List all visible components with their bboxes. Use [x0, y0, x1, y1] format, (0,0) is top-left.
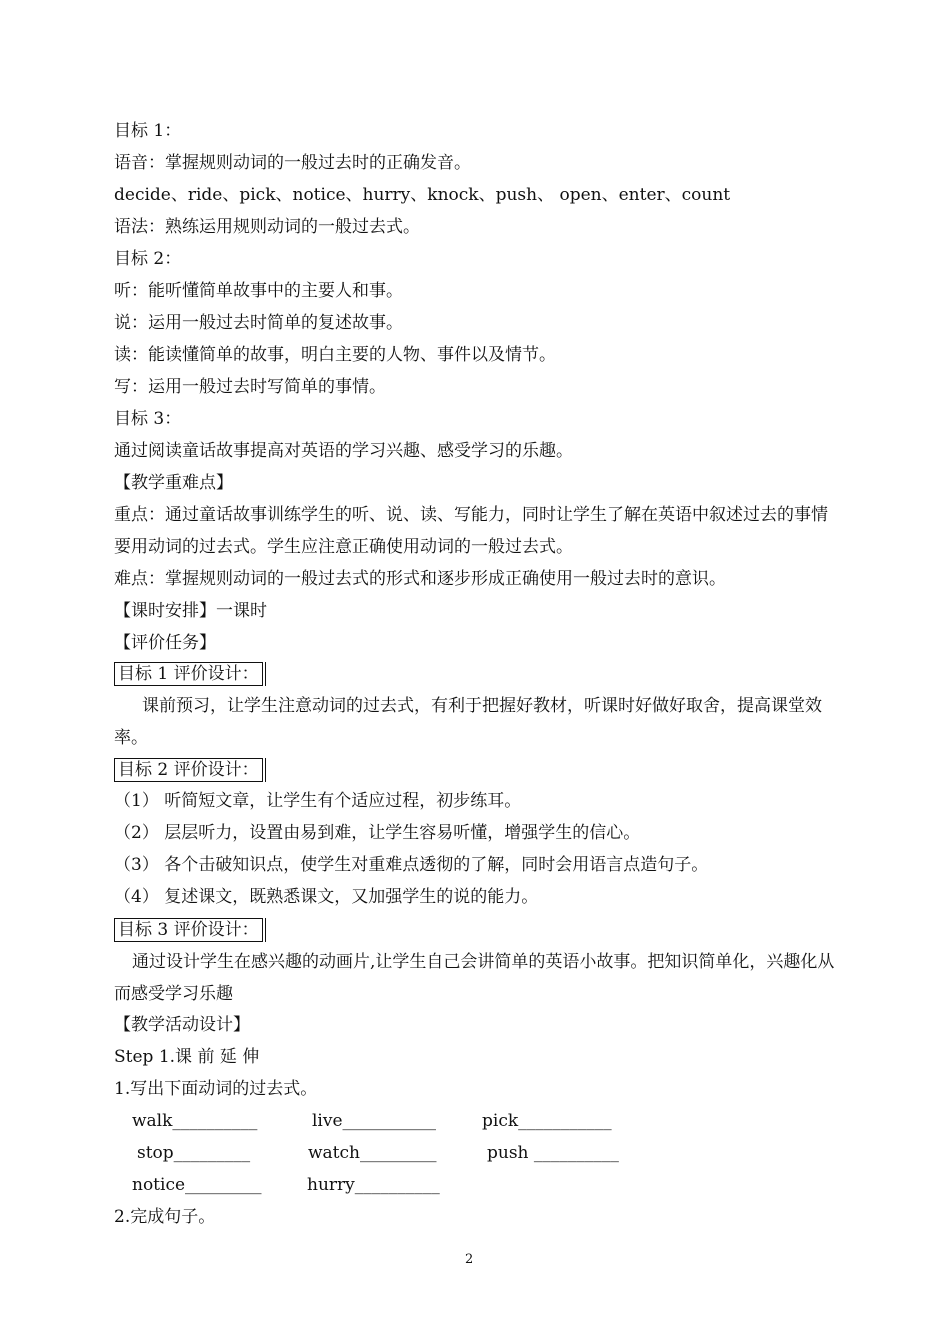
goal2-eval-box: 目标 2 评价设计：: [114, 758, 263, 782]
blank-push[interactable]: push __________: [487, 1143, 619, 1163]
goal2-eval-item: （4） 复述课文，既熟悉课文，又加强学生的说的能力。: [114, 887, 539, 907]
blank-stop[interactable]: stop_________: [137, 1143, 251, 1163]
blank-pick[interactable]: pick___________: [482, 1111, 612, 1131]
blank-hurry[interactable]: hurry__________: [307, 1175, 440, 1195]
goal2-title: 目标 2：: [114, 249, 182, 269]
blank-walk[interactable]: walk__________: [132, 1111, 258, 1131]
key-points-heading: 【教学重难点】: [114, 473, 233, 493]
key-points-difficulty: 难点：掌握规则动词的一般过去式的形式和逐步形成正确使用一般过去时的意识。: [114, 569, 726, 589]
question-2: 2.完成句子。: [114, 1207, 216, 1227]
goal2-eval-item: （1） 听简短文章，让学生有个适应过程，初步练耳。: [114, 791, 522, 811]
goal2-eval-item: （2） 层层听力，设置由易到难，让学生容易听懂，增强学生的信心。: [114, 823, 641, 843]
key-points-focus: 重点：通过童话故事训练学生的听、说、读、写能力，同时让学生了解在英语中叙述过去的事情要用动词的过去式。学生应注意正确使用动词的一般过去式。: [114, 505, 828, 557]
activity-heading: 【教学活动设计】: [114, 1015, 250, 1035]
goal2-eval-item: （3） 各个击破知识点，使学生对重难点透彻的了解，同时会用语言点造句子。: [114, 855, 709, 875]
goal3-eval-text: 通过设计学生在感兴趣的动画片,让学生自己会讲简单的英语小故事。把知识简单化，兴趣化从而感受学习乐趣: [114, 952, 835, 1004]
goal1-pronunciation: 语音：掌握规则动词的一般过去时的正确发音。: [114, 153, 471, 173]
goal2-speak: 说：运用一般过去时简单的复述故事。: [114, 313, 403, 333]
goal1-eval-text: 课前预习，让学生注意动词的过去式，有利于把握好教材，听课时好做好取舍，提高课堂效率。: [114, 696, 822, 748]
blank-watch[interactable]: watch_________: [308, 1143, 437, 1163]
goal3-eval-box: 目标 3 评价设计：: [114, 918, 263, 942]
step1-heading: Step 1.课 前 延 伸: [114, 1047, 260, 1067]
blank-live[interactable]: live___________: [312, 1111, 437, 1131]
goal1-title: 目标 1：: [114, 121, 182, 141]
page-number: 2: [465, 1252, 474, 1267]
goal2-read: 读：能读懂简单的故事，明白主要的人物、事件以及情节。: [114, 345, 556, 365]
goal3-title: 目标 3：: [114, 409, 182, 429]
question-1: 1.写出下面动词的过去式。: [114, 1079, 318, 1099]
schedule-line: 【课时安排】一课时: [114, 601, 267, 621]
goal1-word-list: decide、ride、pick、notice、hurry、knock、push、 open、enter、count: [114, 185, 731, 205]
blank-notice[interactable]: notice_________: [132, 1175, 262, 1195]
goal2-write: 写：运用一般过去时写简单的事情。: [114, 377, 386, 397]
goal1-eval-box: 目标 1 评价设计：: [114, 662, 263, 686]
eval-heading: 【评价任务】: [114, 633, 216, 653]
goal2-listen: 听：能听懂简单故事中的主要人和事。: [114, 281, 403, 301]
goal1-grammar: 语法：熟练运用规则动词的一般过去式。: [114, 217, 420, 237]
goal3-text: 通过阅读童话故事提高对英语的学习兴趣、感受学习的乐趣。: [114, 441, 573, 461]
